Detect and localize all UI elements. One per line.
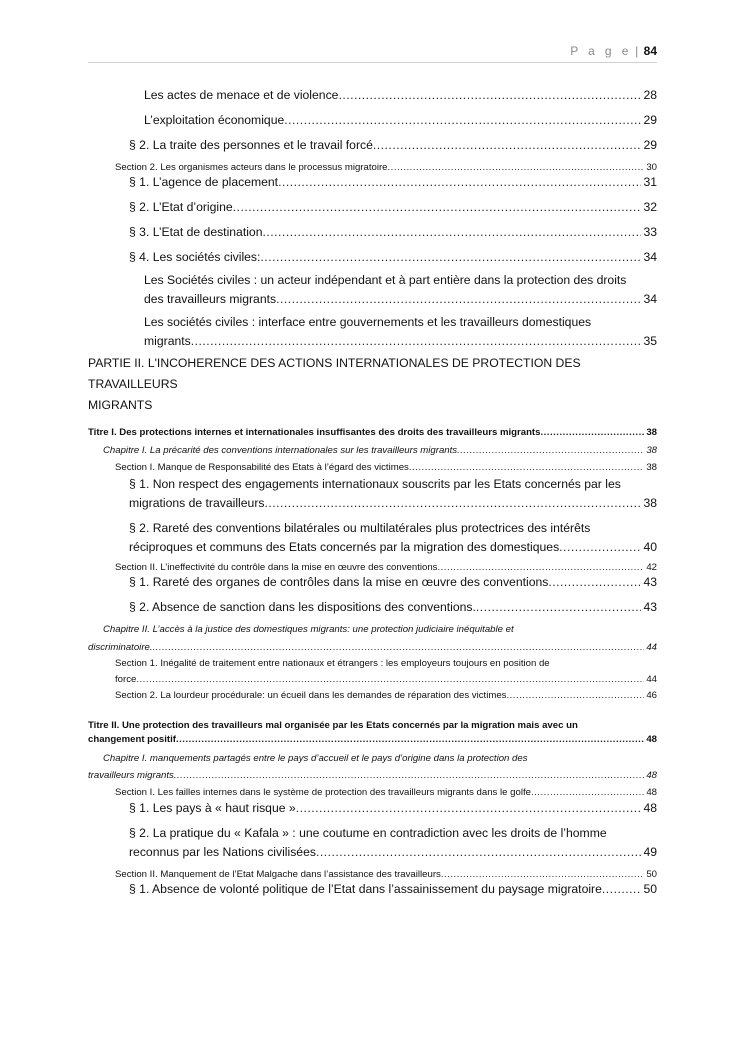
toc-entry[interactable] (129, 200, 657, 214)
toc-entry-title: § 1. Les pays à « haut risque » (129, 801, 296, 815)
toc-entry[interactable] (115, 787, 657, 798)
toc-entry-title: § 2. Absence de sanction dans les dispositions des conventions. (129, 600, 476, 614)
toc-entry-title: Les actes de menace et de violence (144, 88, 339, 102)
toc-entry[interactable] (129, 521, 657, 554)
toc-entry-page: 33 (643, 225, 657, 239)
toc-entry[interactable] (129, 250, 657, 264)
toc-entry-title: Section I. Manque de Responsabilité des Etats à l’égard des victimes (115, 462, 409, 473)
toc-entry-page: 29 (643, 113, 657, 127)
toc-entry[interactable] (129, 175, 657, 189)
toc-entry-page: 46 (646, 690, 657, 701)
toc-entry[interactable] (103, 445, 657, 456)
toc-entry[interactable] (129, 600, 657, 614)
toc-entry-title: § 1. Rareté des organes de contrôles dans la mise en œuvre des conventions (129, 575, 549, 589)
toc-entry[interactable] (88, 720, 657, 745)
toc-entry-title-cont: travailleurs migrants (88, 770, 174, 781)
toc-entry-title: § 2. La pratique du « Kafala » : une coutume en contradiction avec les droits de l’homme (129, 826, 607, 840)
toc-entry-page: 44 (646, 642, 657, 653)
toc-entry-title: § 2. La traite des personnes et le travail forcé (129, 138, 373, 152)
toc-entry-title-cont: migrations de travailleurs (129, 496, 265, 510)
toc-entry-page: 43 (643, 600, 657, 614)
toc-entry-page: 32 (643, 200, 657, 214)
table-of-contents (88, 80, 657, 896)
toc-entry-page: 48 (643, 801, 657, 815)
toc-entry-page: 35 (643, 334, 657, 348)
toc-entry-title: § 1. Absence de volonté politique de l’Etat dans l’assainissement du paysage migratoire (129, 882, 602, 896)
toc-entry[interactable] (129, 801, 657, 815)
toc-entry[interactable] (129, 225, 657, 239)
toc-entry[interactable] (144, 273, 657, 306)
toc-entry-page: 40 (643, 540, 657, 554)
part-title-cont: MIGRANTS (88, 398, 153, 412)
toc-entry-title: Section 1. Inégalité de traitement entre nationaux et étrangers : les employeurs toujours en position de (115, 658, 550, 669)
toc-entry-title: Chapitre II. L’accès à la justice des domestiques migrants: une protection judiciaire inéquitable et (103, 624, 514, 635)
toc-entry-page: 38 (643, 496, 657, 510)
toc-entry[interactable] (115, 690, 657, 701)
toc-entry-page: 48 (646, 770, 657, 781)
toc-entry[interactable] (144, 315, 657, 348)
toc-entry[interactable] (144, 88, 657, 102)
toc-entry-page: 48 (646, 787, 657, 798)
toc-entry-page: 43 (643, 575, 657, 589)
toc-entry[interactable] (115, 658, 657, 685)
toc-entry-page: 28 (643, 88, 657, 102)
toc-entry-page: 30 (646, 162, 657, 173)
toc-entry-title: Les Sociétés civiles : un acteur indépendant et à part entière dans la protection des droits (144, 273, 627, 287)
toc-entry-page: 38 (646, 427, 657, 438)
toc-entry-title: Chapitre I. La précarité des conventions internationales sur les travailleurs migrants (103, 445, 458, 456)
toc-entry-title-cont: migrants (144, 334, 191, 348)
toc-entry-page: 38 (646, 445, 657, 456)
toc-entry-title: § 2. L’Etat d’origine (129, 200, 233, 214)
toc-entry-page: 38 (646, 462, 657, 473)
toc-entry-title-cont: changement positif (88, 734, 176, 745)
toc-entry-page: 50 (646, 869, 657, 880)
toc-entry-title: § 3. L’Etat de destination (129, 225, 263, 239)
part-heading[interactable] (88, 353, 657, 416)
toc-entry[interactable] (115, 162, 657, 173)
page-number: 84 (643, 44, 657, 58)
toc-entry-title: Section 2. Les organismes acteurs dans le processus migratoire (115, 162, 388, 173)
toc-entry-page: 49 (643, 845, 657, 859)
toc-entry-page: 31 (643, 175, 657, 189)
toc-entry-page: 29 (643, 138, 657, 152)
toc-entry-page: 48 (646, 734, 657, 745)
toc-entry[interactable] (115, 869, 657, 880)
toc-entry[interactable] (129, 826, 657, 859)
toc-entry-title: Section I. Les failles internes dans le système de protection des travailleurs migrants dans le golfe (115, 787, 531, 798)
toc-entry[interactable] (115, 562, 657, 573)
toc-entry-title: Chapitre I. manquements partagés entre le pays d’accueil et le pays d’origine dans la protection des (103, 753, 528, 764)
toc-entry-title: § 4. Les sociétés civiles: (129, 250, 261, 264)
toc-entry-page: 34 (643, 250, 657, 264)
toc-entry-page: 42 (646, 562, 657, 573)
toc-entry-title: Section 2. La lourdeur procédurale: un écueil dans les demandes de réparation des victimes (115, 690, 507, 701)
part-title: PARTIE II. L'INCOHERENCE DES ACTIONS INTERNATIONALES DE PROTECTION DES TRAVAILLEURS (88, 356, 581, 391)
toc-entry[interactable] (88, 427, 657, 438)
toc-entry-title: L’exploitation économique (144, 113, 285, 127)
toc-entry[interactable] (129, 477, 657, 510)
toc-entry[interactable] (129, 882, 657, 896)
toc-entry-title: Les sociétés civiles : interface entre gouvernements et les travailleurs domestiques (144, 315, 592, 329)
toc-entry-title: § 1. L’agence de placement (129, 175, 279, 189)
toc-entry-title-cont: reconnus par les Nations civilisées (129, 845, 316, 859)
toc-entry[interactable] (88, 753, 657, 781)
toc-entry-title-cont: réciproques et communs des Etats concernés par la migration des domestiques (129, 540, 560, 554)
toc-entry-title-cont: des travailleurs migrants (144, 292, 277, 306)
toc-entry-title: § 1. Non respect des engagements internationaux souscrits par les Etats concernés par les (129, 477, 621, 491)
toc-entry[interactable] (88, 624, 657, 653)
toc-entry-page: 34 (643, 292, 657, 306)
page-label: P a g e (570, 44, 632, 58)
toc-entry[interactable] (129, 138, 657, 152)
toc-entry-title-cont: force (115, 674, 137, 685)
page-header (88, 44, 657, 63)
toc-entry-title: Section II. Manquement de l’Etat Malgache dans l’assistance des travailleurs (115, 869, 441, 880)
header-separator: | (635, 44, 639, 58)
toc-entry-title: Titre I. Des protections internes et internationales insuffisantes des droits des travailleurs migrants (88, 427, 541, 438)
toc-entry-page: 44 (646, 674, 657, 685)
toc-entry-title: § 2. Rareté des conventions bilatérales ou multilatérales plus protectrices des intérêts (129, 521, 591, 535)
toc-entry[interactable] (144, 113, 657, 127)
toc-entry[interactable] (129, 575, 657, 589)
toc-entry-title-cont: discriminatoire. (88, 642, 153, 653)
toc-entry-page: 50 (643, 882, 657, 896)
toc-entry-title: Section II. L’ineffectivité du contrôle dans la mise en œuvre des conventions (115, 562, 438, 573)
toc-entry[interactable] (115, 462, 657, 473)
toc-entry-title: Titre II. Une protection des travailleurs mal organisée par les Etats concernés par la migration mais avec un (88, 720, 578, 731)
